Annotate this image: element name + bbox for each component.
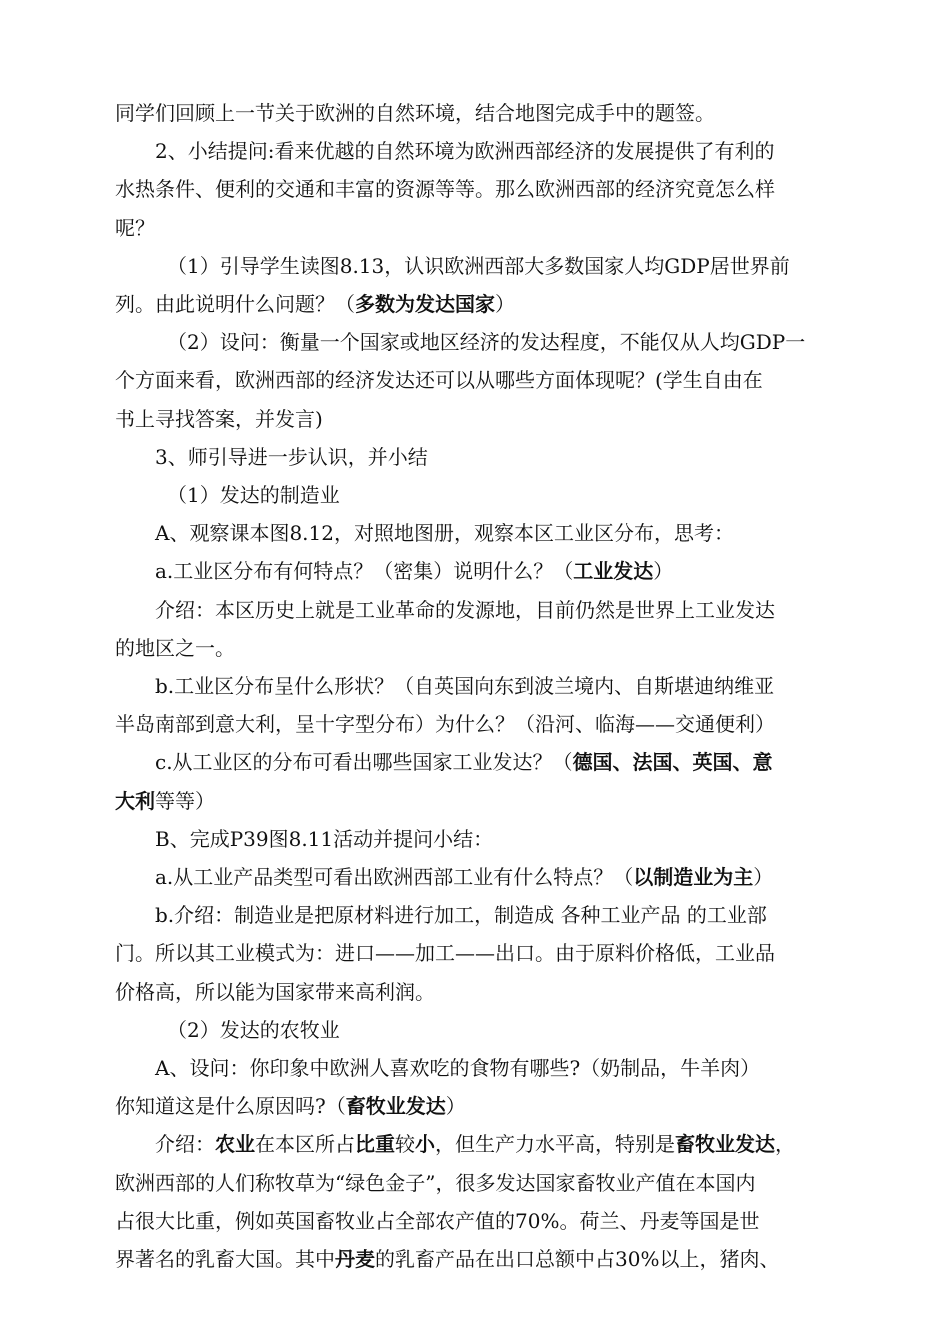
- text-line: 2、小结提问:看来优越的自然环境为欧洲西部经济的发展提供了有利的: [155, 139, 775, 164]
- text-line: 大利等等）: [115, 788, 215, 813]
- text-line: 3、师引导进一步认识，并小结: [155, 444, 428, 469]
- text-line: 介绍：农业在本区所占比重较小，但生产力水平高，特别是畜牧业发达，: [155, 1132, 795, 1157]
- text-line: b.工业区分布呈什么形状？（自英国向东到波兰境内、自斯堪迪纳维亚: [155, 674, 775, 699]
- answer-bold: 多数为发达国家: [355, 292, 495, 317]
- text-line: c.从工业区的分布可看出哪些国家工业发达？（德国、法国、英国、意: [155, 750, 773, 775]
- text-line: （1）引导学生读图8.13，认识欧洲西部大多数国家人均GDP居世界前: [167, 253, 790, 278]
- text-line: 界著名的乳畜大国。其中丹麦的乳畜产品在出口总额中占30%以上，猪肉、: [115, 1247, 780, 1272]
- text-line: a.从工业产品类型可看出欧洲西部工业有什么特点？（以制造业为主）: [155, 865, 774, 890]
- text-line: 你知道这是什么原因吗?（畜牧业发达）: [115, 1094, 466, 1119]
- text-line: 占很大比重，例如英国畜牧业占全部农产值的70%。荷兰、丹麦等国是世: [115, 1208, 760, 1233]
- keyword-bold: 畜牧业发达: [675, 1132, 775, 1157]
- answer-bold: 工业发达: [573, 559, 654, 584]
- text-line: B、完成P39图8.11活动并提问小结：: [155, 826, 494, 851]
- text-line: 个方面来看，欧洲西部的经济发达还可以从哪些方面体现呢？(学生自由在: [115, 368, 763, 393]
- text-line: （2）发达的农牧业: [167, 1017, 340, 1042]
- text-line: A、设问：你印象中欧洲人喜欢吃的食物有哪些?（奶制品，牛羊肉）: [155, 1056, 761, 1081]
- text-line: （2）设问：衡量一个国家或地区经济的发达程度，不能仅从人均GDP一: [167, 330, 806, 355]
- keyword-bold: 丹麦: [335, 1247, 375, 1272]
- keyword-bold: 农业: [215, 1132, 255, 1157]
- text-line: 同学们回顾上一节关于欧洲的自然环境，结合地图完成手中的题签。: [115, 101, 715, 125]
- text-line: 列。由此说明什么问题？（多数为发达国家）: [115, 292, 515, 317]
- answer-bold: 以制造业为主: [633, 865, 754, 890]
- text-line: 半岛南部到意大利，呈十字型分布）为什么？（沿河、临海——交通便利）: [115, 712, 775, 737]
- text-line: 介绍：本区历史上就是工业革命的发源地，目前仍然是世界上工业发达: [155, 597, 775, 622]
- text-line: a.工业区分布有何特点？（密集）说明什么？（工业发达）: [155, 559, 674, 584]
- text-line: 门。所以其工业模式为：进口——加工——出口。由于原料价格低，工业品: [115, 941, 775, 966]
- text-line: b.介绍：制造业是把原材料进行加工，制造成 各种工业产品 的工业部: [155, 903, 767, 928]
- keyword-bold: 小: [415, 1132, 435, 1157]
- answer-bold: 德国、法国、英国、意: [572, 750, 773, 775]
- text-line: 水热条件、便利的交通和丰富的资源等等。那么欧洲西部的经济究竟怎么样: [115, 177, 775, 202]
- text-line: 价格高，所以能为国家带来高利润。: [115, 979, 435, 1004]
- answer-bold: 畜牧业发达: [345, 1094, 446, 1119]
- text-line: 呢？: [115, 215, 155, 240]
- text-line: A、观察课本图8.12，对照地图册，观察本区工业区分布，思考：: [155, 521, 734, 546]
- keyword-bold: 比重: [355, 1132, 395, 1157]
- answer-bold: 大利: [115, 788, 155, 813]
- text-line: 的地区之一。: [115, 635, 235, 660]
- text-line: 书上寻找答案，并发言): [115, 406, 323, 431]
- text-line: （1）发达的制造业: [167, 483, 340, 508]
- text-line: 欧洲西部的人们称牧草为“绿色金子”，很多发达国家畜牧业产值在本国内: [115, 1170, 756, 1195]
- document-page: [115, 94, 860, 1278]
